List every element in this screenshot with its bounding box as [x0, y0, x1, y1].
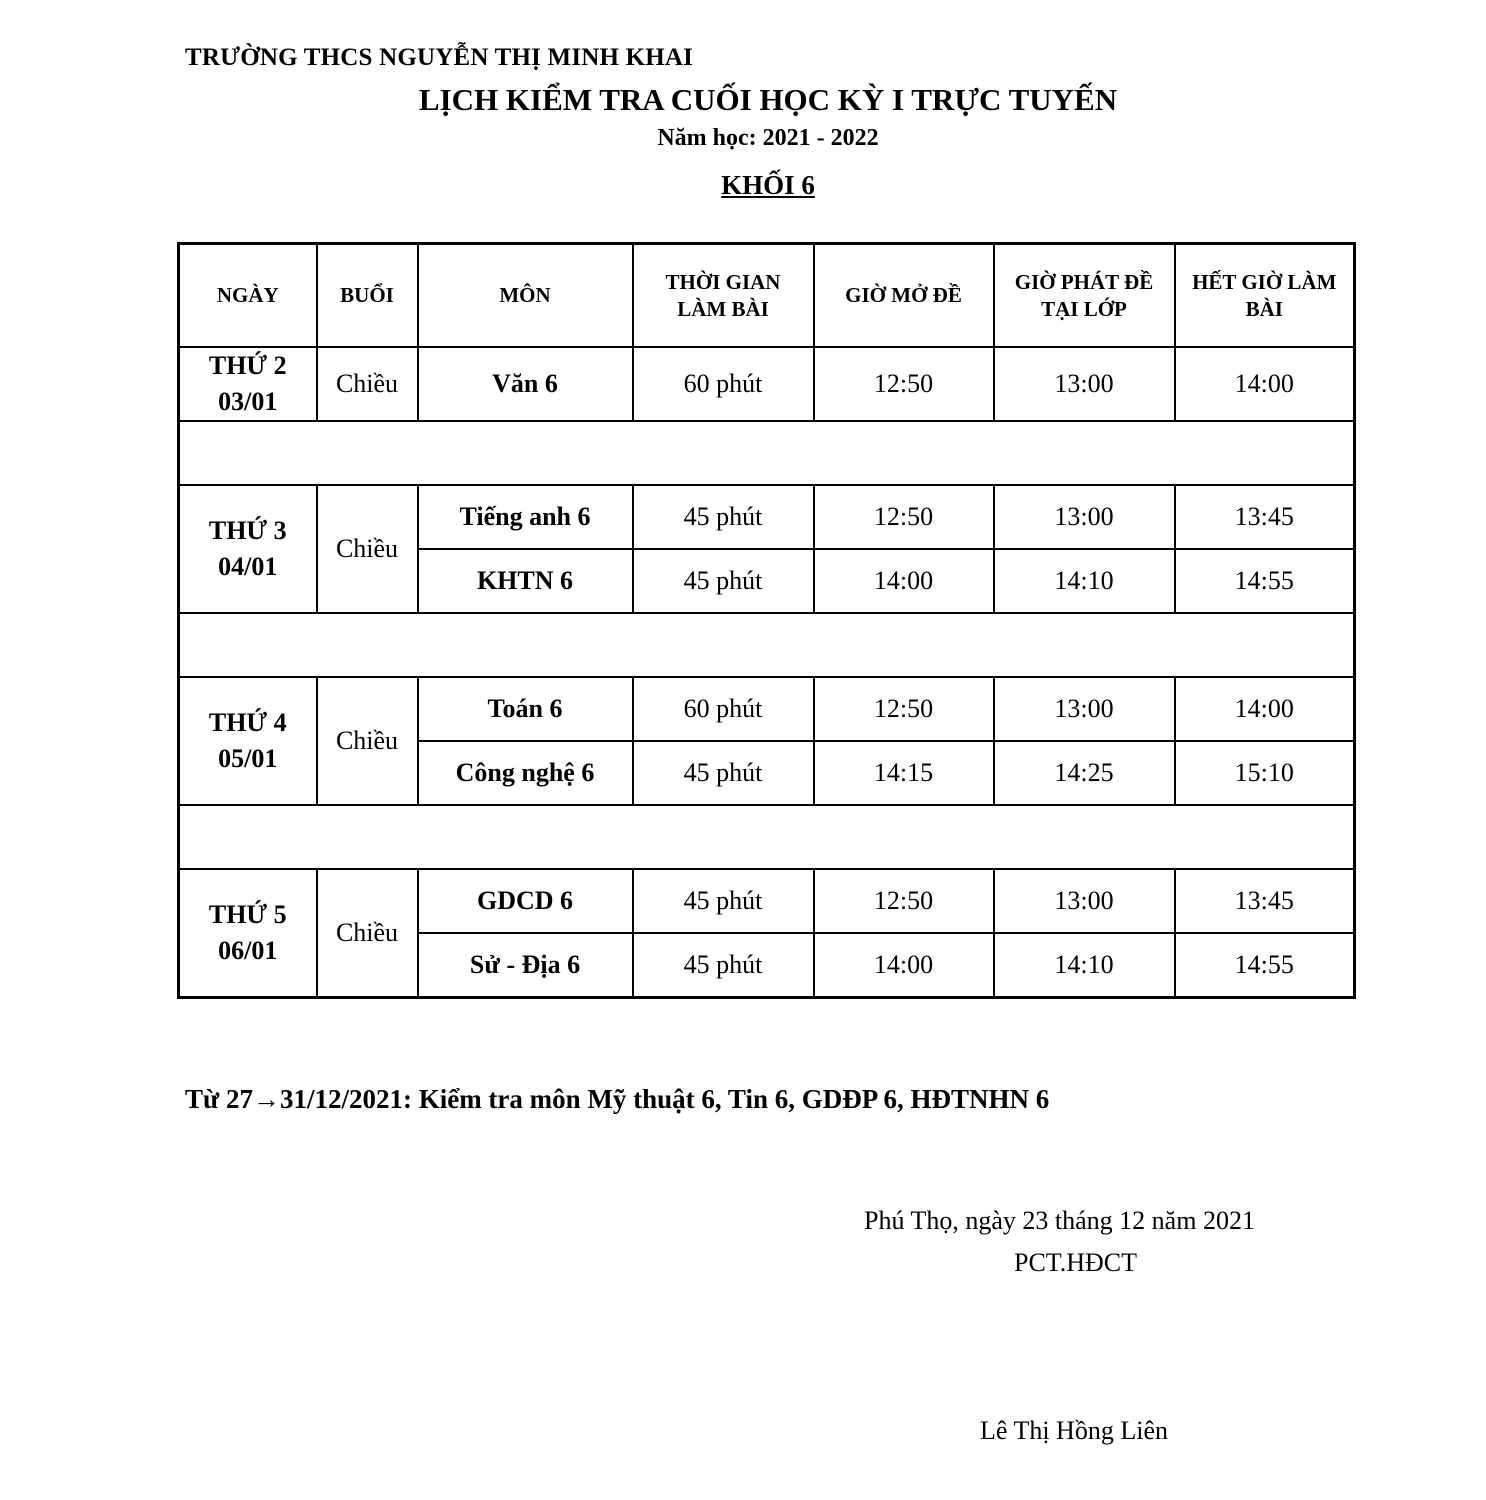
header-row	[179, 244, 1355, 348]
distribute-time-cell: 13:00	[994, 347, 1175, 421]
duration-cell: 60 phút	[633, 347, 814, 421]
day-cell	[179, 485, 317, 613]
distribute-time-cell: 13:00	[994, 869, 1175, 933]
document-title: LỊCH KIỂM TRA CUỐI HỌC KỲ I TRỰC TUYẾN	[418, 82, 1118, 117]
date: 05/01	[218, 744, 278, 773]
open-time-cell: 12:50	[814, 485, 994, 549]
spacer-row	[179, 421, 1355, 485]
subject-cell: KHTN 6	[418, 549, 633, 613]
subject-cell: Tiếng anh 6	[418, 485, 633, 549]
date: 06/01	[218, 936, 278, 965]
weekday: THỨ 5	[208, 900, 287, 929]
duration-cell: 60 phút	[633, 677, 814, 741]
spacer-cell	[179, 613, 1355, 677]
subject-cell: Sử - Địa 6	[418, 933, 633, 998]
table-row	[179, 347, 1355, 421]
end-time-cell: 14:55	[1175, 549, 1355, 613]
table-row	[179, 869, 1355, 933]
spacer-row	[179, 805, 1355, 869]
day-cell	[179, 677, 317, 805]
duration-cell: 45 phút	[633, 485, 814, 549]
signer-name: Lê Thị Hồng Liên	[980, 1416, 1168, 1445]
weekday: THỨ 3	[208, 516, 287, 545]
subject-cell: Toán 6	[418, 677, 633, 741]
open-time-cell: 12:50	[814, 869, 994, 933]
distribute-time-cell: 13:00	[994, 485, 1175, 549]
end-time-cell: 13:45	[1175, 485, 1355, 549]
distribute-time-cell: 14:10	[994, 549, 1175, 613]
header-end-line1: HẾT GIỜ LÀM	[1192, 269, 1337, 294]
header-distribute-line1: GIỜ PHÁT ĐỀ	[1014, 269, 1154, 294]
duration-cell: 45 phút	[633, 869, 814, 933]
header-open-time: GIỜ MỞ ĐỀ	[814, 244, 994, 348]
signer-position: PCT.HĐCT	[1014, 1248, 1138, 1277]
school-name: TRƯỜNG THCS NGUYỄN THỊ MINH KHAI	[185, 44, 694, 71]
end-time-cell: 14:00	[1175, 347, 1355, 421]
distribute-time-cell: 13:00	[994, 677, 1175, 741]
header-duration-line2: LÀM BÀI	[677, 296, 769, 321]
end-time-cell: 15:10	[1175, 741, 1355, 805]
end-time-cell: 14:55	[1175, 933, 1355, 998]
session-cell: Chiều	[317, 869, 418, 998]
spacer-cell	[179, 421, 1355, 485]
header-distribute-line2: TẠI LỚP	[1041, 296, 1127, 321]
open-time-cell: 14:00	[814, 933, 994, 998]
exam-schedule-table	[177, 242, 1356, 999]
header-end-time	[1175, 244, 1355, 348]
day-cell	[179, 869, 317, 998]
school-year: Năm học: 2021 - 2022	[657, 125, 879, 151]
subject-cell: GDCD 6	[418, 869, 633, 933]
header-duration-line1: THỜI GIAN	[665, 269, 781, 294]
header-subject: MÔN	[418, 244, 633, 348]
end-time-cell: 13:45	[1175, 869, 1355, 933]
weekday: THỨ 2	[208, 351, 287, 380]
weekday: THỨ 4	[208, 708, 287, 737]
table-row	[179, 485, 1355, 549]
date: 03/01	[218, 387, 278, 416]
table-row	[179, 677, 1355, 741]
session-cell: Chiều	[317, 485, 418, 613]
open-time-cell: 12:50	[814, 677, 994, 741]
duration-cell: 45 phút	[633, 933, 814, 998]
open-time-cell: 14:00	[814, 549, 994, 613]
spacer-row	[179, 613, 1355, 677]
duration-cell: 45 phút	[633, 549, 814, 613]
distribute-time-cell: 14:25	[994, 741, 1175, 805]
header-session: BUỔI	[317, 244, 418, 348]
open-time-cell: 14:15	[814, 741, 994, 805]
date: 04/01	[218, 552, 278, 581]
spacer-cell	[179, 805, 1355, 869]
header-day: NGÀY	[179, 244, 317, 348]
session-cell: Chiều	[317, 347, 418, 421]
session-cell: Chiều	[317, 677, 418, 805]
distribute-time-cell: 14:10	[994, 933, 1175, 998]
end-time-cell: 14:00	[1175, 677, 1355, 741]
additional-exams-note: Từ 27→31/12/2021: Kiểm tra môn Mỹ thuật 6, Tin 6, GDĐP 6, HĐTNHN 6	[185, 1084, 1050, 1114]
header-duration	[633, 244, 814, 348]
place-and-date: Phú Thọ, ngày 23 tháng 12 năm 2021	[864, 1206, 1255, 1235]
subject-cell: Công nghệ 6	[418, 741, 633, 805]
subject-cell: Văn 6	[418, 347, 633, 421]
duration-cell: 45 phút	[633, 741, 814, 805]
header-distribute-time	[994, 244, 1175, 348]
header-end-line2: BÀI	[1245, 296, 1283, 321]
day-cell	[179, 347, 317, 421]
grade-label: KHỐI 6	[721, 170, 815, 200]
open-time-cell: 12:50	[814, 347, 994, 421]
